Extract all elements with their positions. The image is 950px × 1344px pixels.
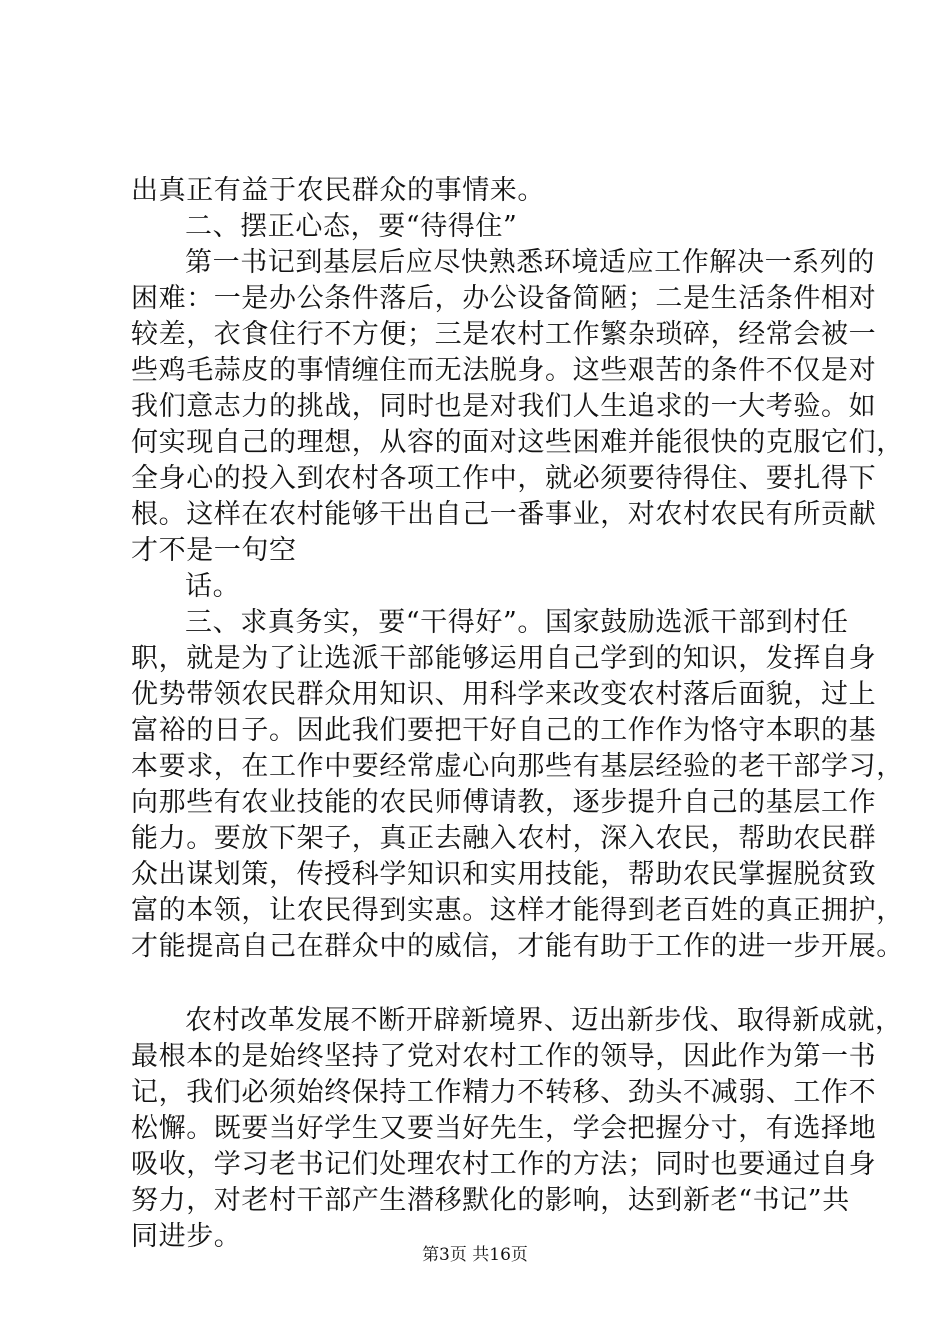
text-line: 吸收，学习老书记们处理农村工作的方法；同时也要通过自身: [131, 1149, 877, 1180]
section-heading: 三、求真务实，要“干得好”。国家鼓励选派干部到村任: [185, 607, 849, 638]
text-line: 才不是一句空: [131, 535, 297, 566]
text-line: 何实现自己的理想，从容的面对这些困难并能很快的克服它们，: [131, 427, 904, 458]
text-line: 众出谋划策，传授科学知识和实用技能，帮助农民掌握脱贫致: [131, 859, 877, 890]
text-line: 些鸡毛蒜皮的事情缠住而无法脱身。这些艰苦的条件不仅是对: [131, 355, 877, 386]
text-line: 根。这样在农村能够干出自己一番事业，对农村农民有所贡献: [131, 499, 877, 530]
text-line: 最根本的是始终坚持了党对农村工作的领导，因此作为第一书: [131, 1041, 877, 1072]
text-line: 松懈。既要当好学生又要当好先生，学会把握分寸，有选择地: [131, 1113, 877, 1144]
text-line: 本要求，在工作中要经常虚心向那些有基层经验的老干部学习，: [131, 751, 904, 782]
text-line: 困难：一是办公条件落后，办公设备简陋；二是生活条件相对: [131, 283, 877, 314]
text-line: 第一书记到基层后应尽快熟悉环境适应工作解决一系列的: [185, 247, 875, 278]
text-line: 话。: [185, 571, 241, 602]
text-line: 能力。要放下架子，真正去融入农村，深入农民，帮助农民群: [131, 823, 877, 854]
page-number-footer: 第3页 共16页: [422, 1245, 528, 1265]
text-line: 富的本领，让农民得到实惠。这样才能得到老百姓的真正拥护，: [131, 895, 904, 926]
text-line: 记，我们必须始终保持工作精力不转移、劲头不减弱、工作不: [131, 1077, 877, 1108]
text-line: 较差，衣食住行不方便；三是农村工作繁杂琐碎，经常会被一: [131, 319, 877, 350]
text-line: 同进步。: [131, 1221, 242, 1252]
text-line: 出真正有益于农民群众的事情来。: [131, 175, 545, 206]
section-heading: 二、摆正心态，要“待得住”: [185, 211, 518, 242]
text-line: 全身心的投入到农村各项工作中，就必须要待得住、要扎得下: [131, 463, 877, 494]
text-line: 我们意志力的挑战，同时也是对我们人生追求的一大考验。如: [131, 391, 877, 422]
text-line: 富裕的日子。因此我们要把干好自己的工作作为恪守本职的基: [131, 715, 877, 746]
text-line: 职，就是为了让选派干部能够运用自己学到的知识，发挥自身: [131, 643, 877, 674]
text-line: 优势带领农民群众用知识、用科学来改变农村落后面貌，过上: [131, 679, 877, 710]
text-line: 农村改革发展不断开辟新境界、迈出新步伐、取得新成就，: [185, 1005, 903, 1036]
text-line: 才能提高自己在群众中的威信，才能有助于工作的进一步开展。: [131, 931, 904, 962]
text-line: 向那些有农业技能的农民师傅请教，逐步提升自己的基层工作: [131, 787, 877, 818]
text-line: 努力，对老村干部产生潜移默化的影响，达到新老“书记”共: [131, 1185, 850, 1216]
